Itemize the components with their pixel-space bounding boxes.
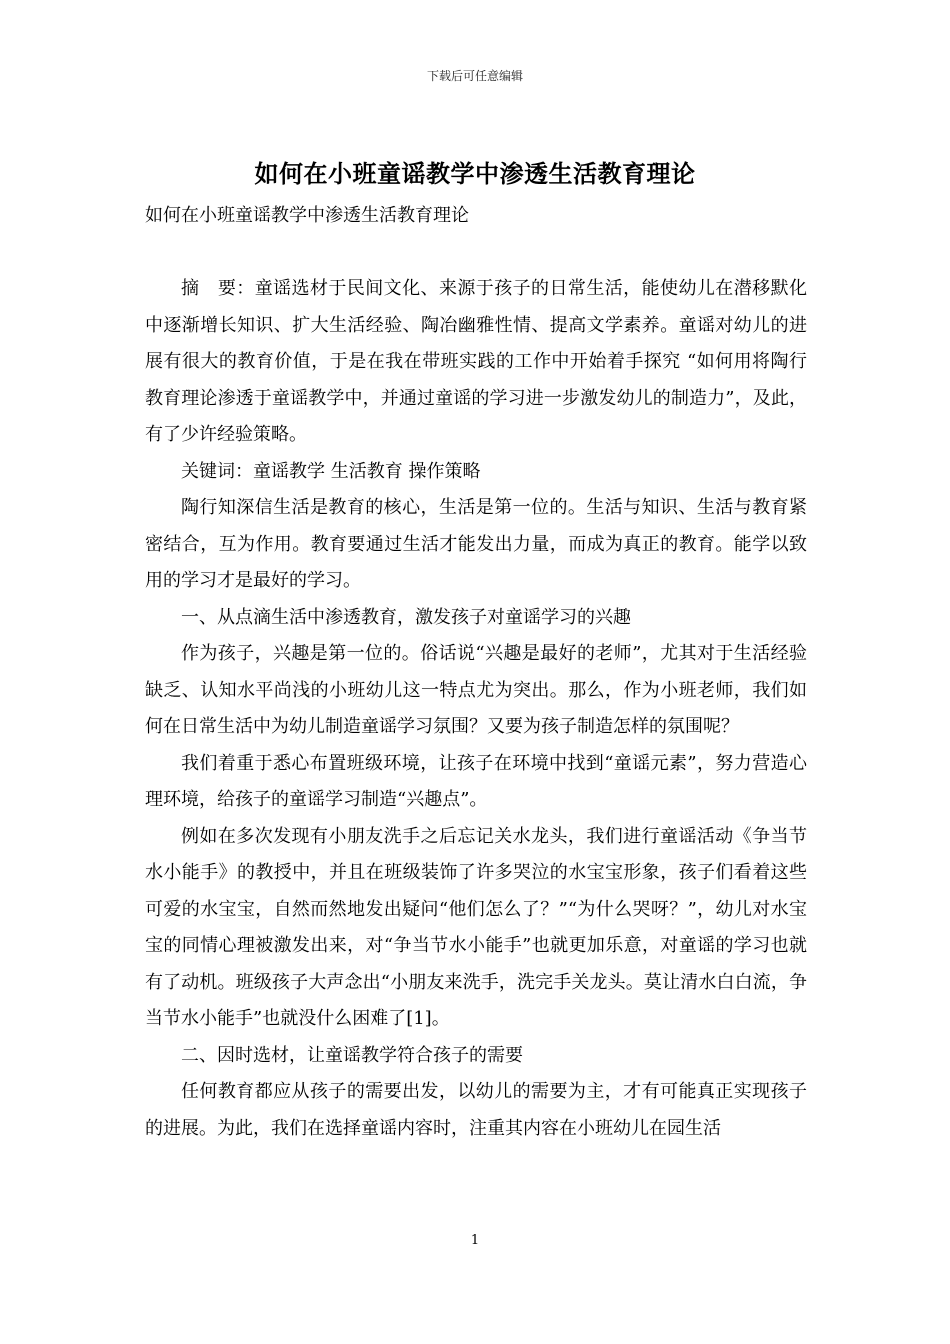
- document-title: 如何在小班童谣教学中渗透生活教育理论: [254, 159, 696, 188]
- body-paragraph: 陶行知深信生活是教育的核心，生活是第一位的。生活与知识、生活与教育紧密结合，互为作用。教育要通过生活才能发出力量，而成为真正的教育。能学以致用的学习才是最好的学习。: [145, 497, 807, 591]
- page-header-note: 下载后可任意编辑: [426, 69, 523, 83]
- body-paragraph: 任何教育都应从孩子的需要出发，以幼儿的需要为主，才有可能真正实现孩子的进展。为此，我们在选择童谣内容时，注重其内容在小班幼儿在园生活: [145, 1081, 807, 1139]
- section-heading: 一、从点滴生活中渗透教育，激发孩子对童谣学习的兴趣: [181, 606, 631, 628]
- page-number: 1: [470, 1233, 480, 1248]
- body-paragraph: 我们着重于悉心布置班级环境，让孩子在环境中找到“童谣元素”，努力营造心理环境，给孩子的童谣学习制造“兴趣点”。: [145, 752, 807, 810]
- document-body: [145, 271, 807, 1147]
- document-subtitle: 如何在小班童谣教学中渗透生活教育理论: [145, 205, 469, 226]
- section-heading: 二、因时选材，让童谣教学符合孩子的需要: [181, 1044, 523, 1066]
- abstract-paragraph: 摘 要：童谣选材于民间文化、来源于孩子的日常生活，能使幼儿在潜移默化中逐渐增长知识、扩大生活经验、陶冶幽雅性情、提高文学素养。童谣对幼儿的进展有很大的教育价值，于是在我在带班实践的工作中开始着手探究 “如何用将陶行教育理论渗透于童谣教学中，并通过童谣的学习进一步激发幼儿的制造力”，及此，有了少许经验策略。: [145, 278, 807, 445]
- body-paragraph: 例如在多次发现有小朋友洗手之后忘记关水龙头，我们进行童谣活动《争当节水小能手》的教授中，并且在班级装饰了许多哭泣的水宝宝形象，孩子们看着这些可爱的水宝宝，自然而然地发出疑问“他们怎么了？”“为什么哭呀？”，幼儿对水宝宝的同情心理被激发出来，对“争当节水小能手”也就更加乐意，对童谣的学习也就有了动机。班级孩子大声念出“小朋友来洗手，洗完手关龙头。莫让清水白白流，争当节水小能手”也就没什么困难了[1]。: [145, 825, 807, 1029]
- keywords-paragraph: 关键词：童谣教学 生活教育 操作策略: [181, 460, 481, 482]
- body-paragraph: 作为孩子，兴趣是第一位的。俗话说“兴趣是最好的老师”，尤其对于生活经验缺乏、认知水平尚浅的小班幼儿这一特点尤为突出。那么，作为小班老师，我们如何在日常生活中为幼儿制造童谣学习氛围？又要为孩子制造怎样的氛围呢？: [145, 643, 807, 737]
